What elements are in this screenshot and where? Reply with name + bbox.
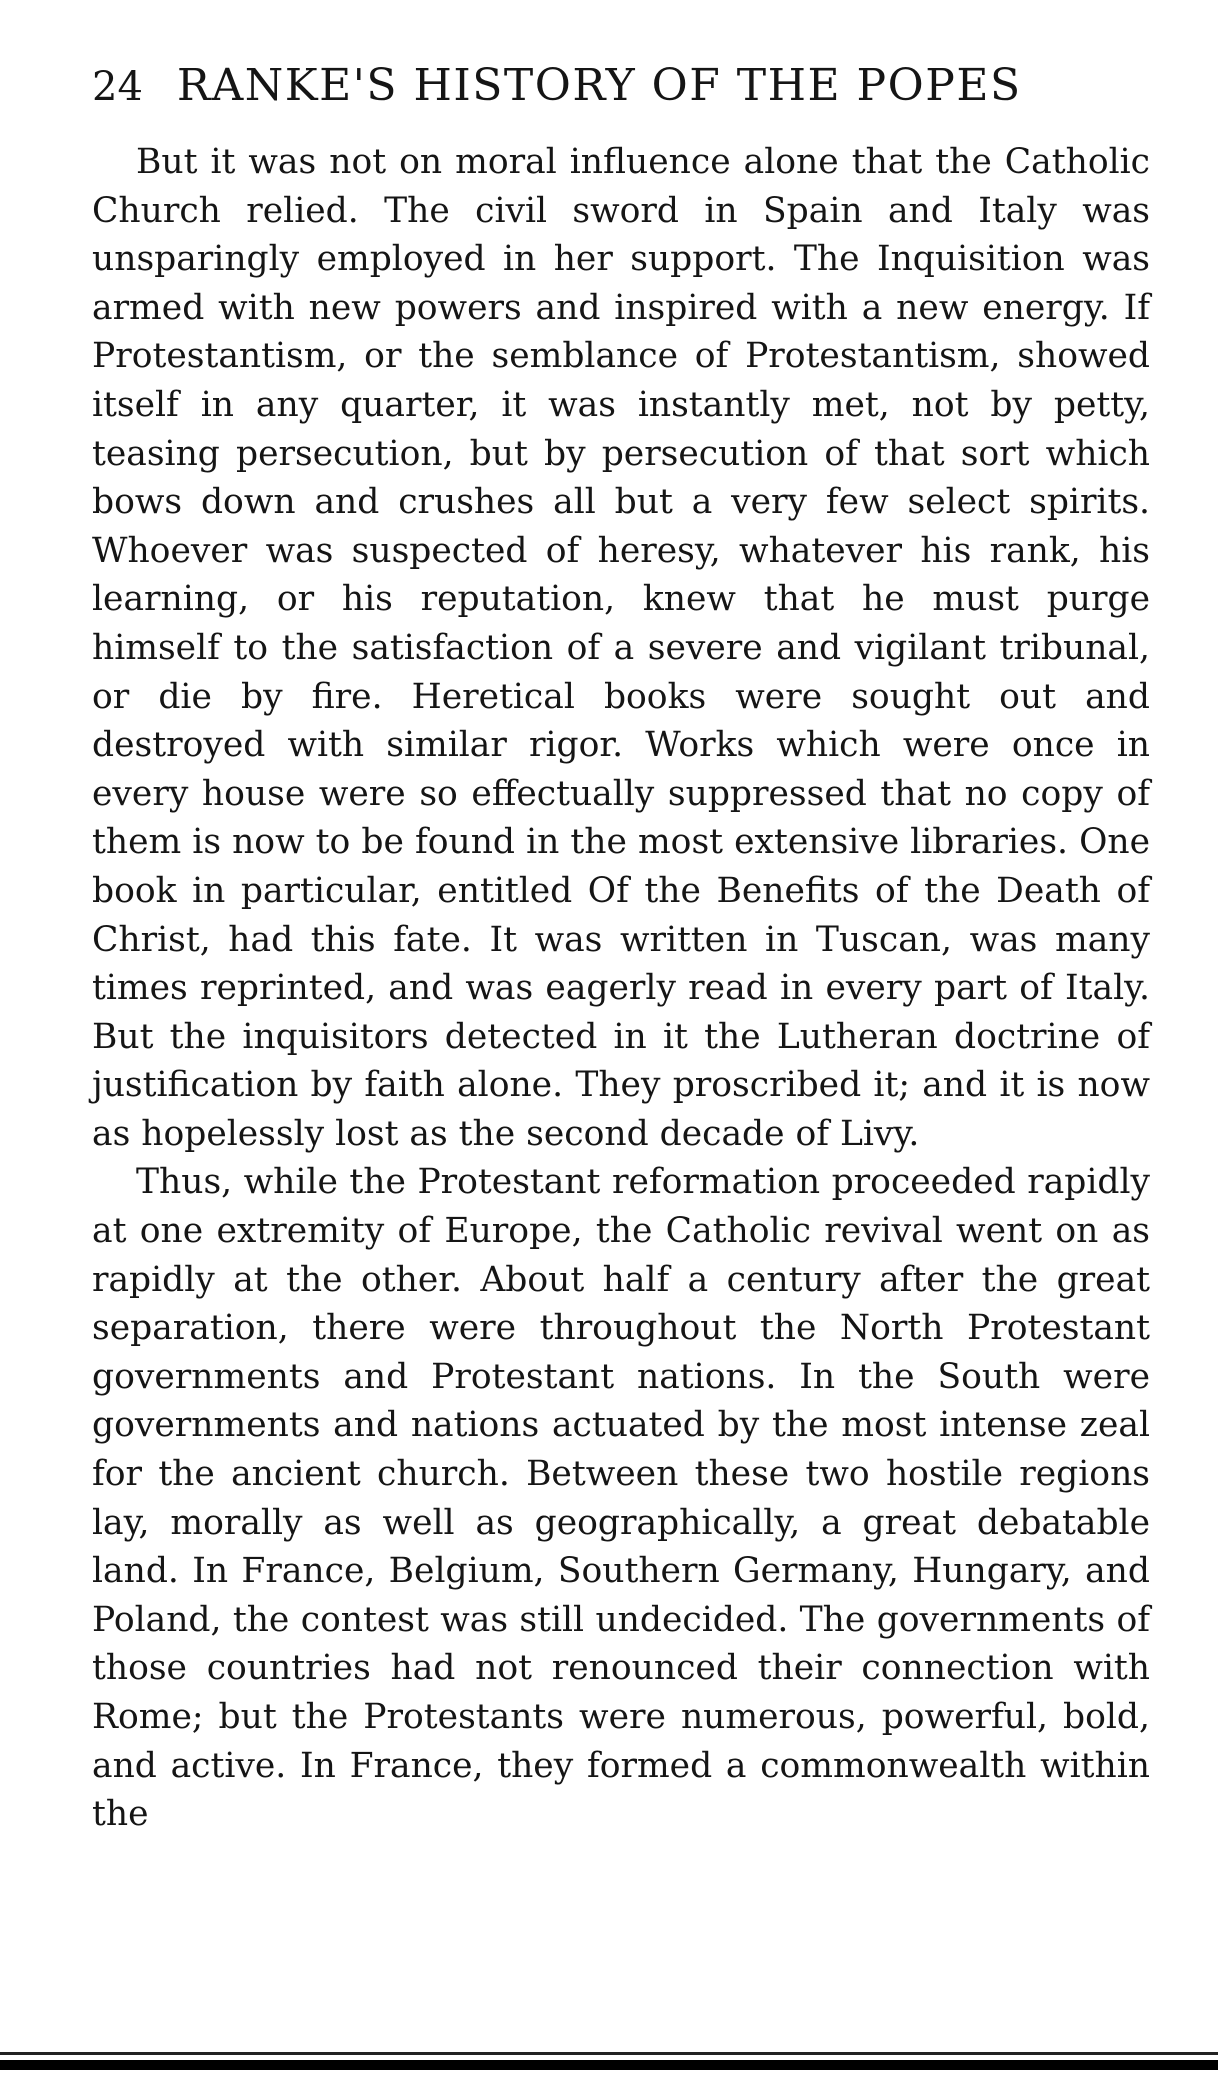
page-number: 24: [92, 64, 143, 110]
paragraph-inquisition: But it was not on moral influence alone that the Catholic Church relied. The civil sword in Spain and Italy was unsparingly employed in her support. The Inquisition was armed with new powers and inspired with a new energy. If Protestantism, or the semblance of Protestantism, showed itself in any quarter, it was instantly met, not by petty, teasing persecution, but by persecution of that sort which bows down and crushes all but a very few select spirits. Whoever was suspected of heresy, whatever his rank, his learning, or his reputation, knew that he must purge himself to the satisfaction of a severe and vigilant tribunal, or die by fire. Heretical books were sought out and destroyed with similar rigor. Works which were once in every house were so effectually suppressed that no copy of them is now to be found in the most extensive libraries. One book in particular, entitled Of the Benefits of the Death of Christ, had this fate. It was written in Tuscan, was many times reprinted, and was eagerly read in every part of Italy. But the inquisitors detected in it the Lutheran doctrine of justification by faith alone. They proscribed it; and it is now as hopelessly lost as the second decade of Livy.: [92, 142, 1150, 1154]
running-title: RANKE'S HISTORY OF THE POPES: [176, 60, 1022, 111]
page-bottom-edge-thin: [0, 2052, 1218, 2055]
book-page: [92, 60, 1150, 1839]
text-body: [92, 138, 1150, 1839]
paragraph-catholic-revival: Thus, while the Protestant reformation proceeded rapidly at one extremity of Europe, the Catholic revival went on as rapidly at the other. About half a century after the great separation, there were throughout the North Protestant governments and Protestant nations. In the South were governments and nations actuated by the most intense zeal for the ancient church. Between these two hostile regions lay, morally as well as geographically, a great debatable land. In France, Belgium, Southern Germany, Hungary, and Poland, the contest was still undecided. The governments of those countries had not renounced their connection with Rome; but the Protestants were numerous, powerful, bold, and active. In France, they formed a commonwealth within the: [92, 1162, 1150, 1835]
running-head: [92, 60, 1150, 132]
page-bottom-edge: [0, 2060, 1218, 2070]
